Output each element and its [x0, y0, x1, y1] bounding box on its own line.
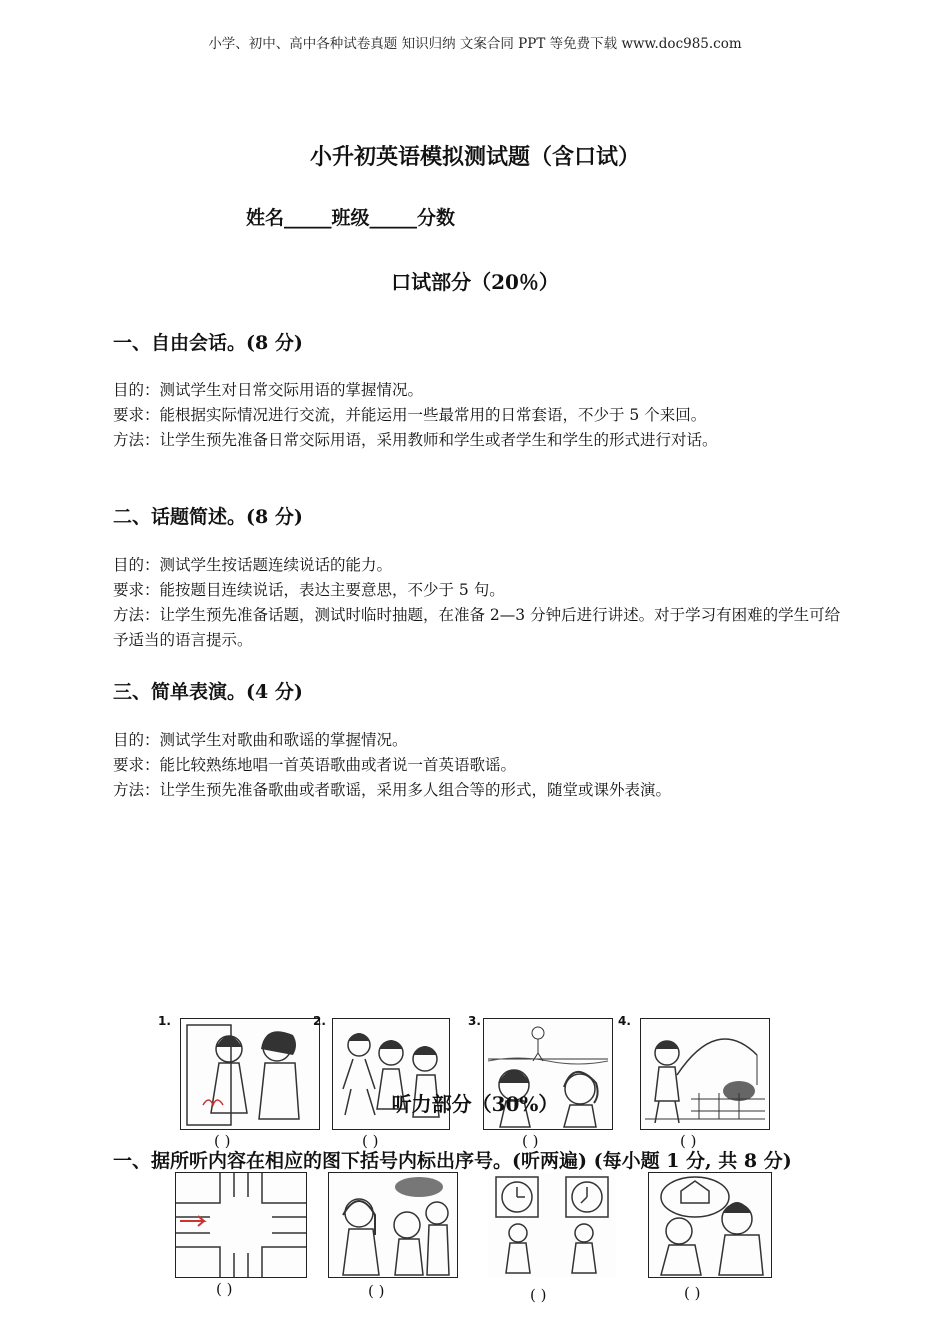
answer-blank-7[interactable]: ( ) [530, 1286, 547, 1304]
section-1-line-3: 方法：让学生预先准备日常交际用语，采用教师和学生或者学生和学生的形式进行对话。 [113, 431, 718, 449]
section-heading-2: 二、话题简述。(8 分) [113, 506, 303, 528]
listening-question-1: 一、据所听内容在相应的图下括号内标出序号。(听两遍) (每小题 1 分, 共 8 分) [113, 1150, 792, 1172]
answer-blank-2[interactable]: ( ) [362, 1132, 379, 1150]
picture-number-2: 2. [313, 1014, 326, 1028]
picture-6-children-with-cake [328, 1172, 458, 1278]
section-3-line-1: 目的：测试学生对歌曲和歌谣的掌握情况。 [113, 731, 408, 749]
picture-number-3: 3. [468, 1014, 481, 1028]
oral-section-title: 口试部分（20％） [391, 270, 559, 294]
answer-blank-6[interactable]: ( ) [368, 1282, 385, 1300]
picture-7-clocks-and-boys [487, 1172, 617, 1278]
answer-blank-5[interactable]: ( ) [216, 1280, 233, 1298]
answer-blank-1[interactable]: ( ) [214, 1132, 231, 1150]
section-2-line-1: 目的：测试学生按话题连续说话的能力。 [113, 556, 393, 574]
section-1-line-2: 要求：能根据实际情况进行交流，并能运用一些最常用的日常套语，不少于 5 个来回。 [113, 406, 707, 424]
listening-section-title: 听力部分（30%） [391, 1092, 559, 1116]
answer-blank-4[interactable]: ( ) [680, 1132, 697, 1150]
section-body-2 [113, 553, 843, 653]
student-info-line: 姓名_____班级_____分数 [246, 207, 456, 229]
answer-blank-8[interactable]: ( ) [684, 1284, 701, 1302]
section-3-line-2: 要求：能比较熟练地唱一首英语歌曲或者说一首英语歌谣。 [113, 756, 517, 774]
section-2-line-3: 方法：让学生预先准备话题，测试时临时抽题，在准备 2—3 分钟后进行讲述。对于学习有困难的学生可给予适当的语言提示。 [113, 606, 841, 649]
answer-blank-3[interactable]: ( ) [522, 1132, 539, 1150]
picture-8-man-thinking-of-house [648, 1172, 772, 1278]
page-title: 小升初英语模拟测试题（含口试） [309, 144, 640, 170]
section-body-1 [113, 378, 843, 453]
picture-number-1: 1. [158, 1014, 171, 1028]
section-3-line-3: 方法：让学生预先准备歌曲或者歌谣，采用多人组合等的形式，随堂或课外表演。 [113, 781, 672, 799]
section-heading-1: 一、自由会话。(8 分) [113, 332, 303, 354]
picture-5-street-map [175, 1172, 307, 1278]
section-heading-3: 三、简单表演。(4 分) [113, 681, 303, 703]
section-1-line-1: 目的：测试学生对日常交际用语的掌握情况。 [113, 381, 424, 399]
picture-number-4: 4. [618, 1014, 631, 1028]
page-header: 小学、初中、高中各种试卷真题 知识归纳 文案合同 PPT 等免费下载 www.doc985.com [208, 36, 742, 52]
section-2-line-2: 要求：能按题目连续说话，表达主要意思，不少于 5 句。 [113, 581, 505, 599]
section-body-3 [113, 728, 843, 803]
